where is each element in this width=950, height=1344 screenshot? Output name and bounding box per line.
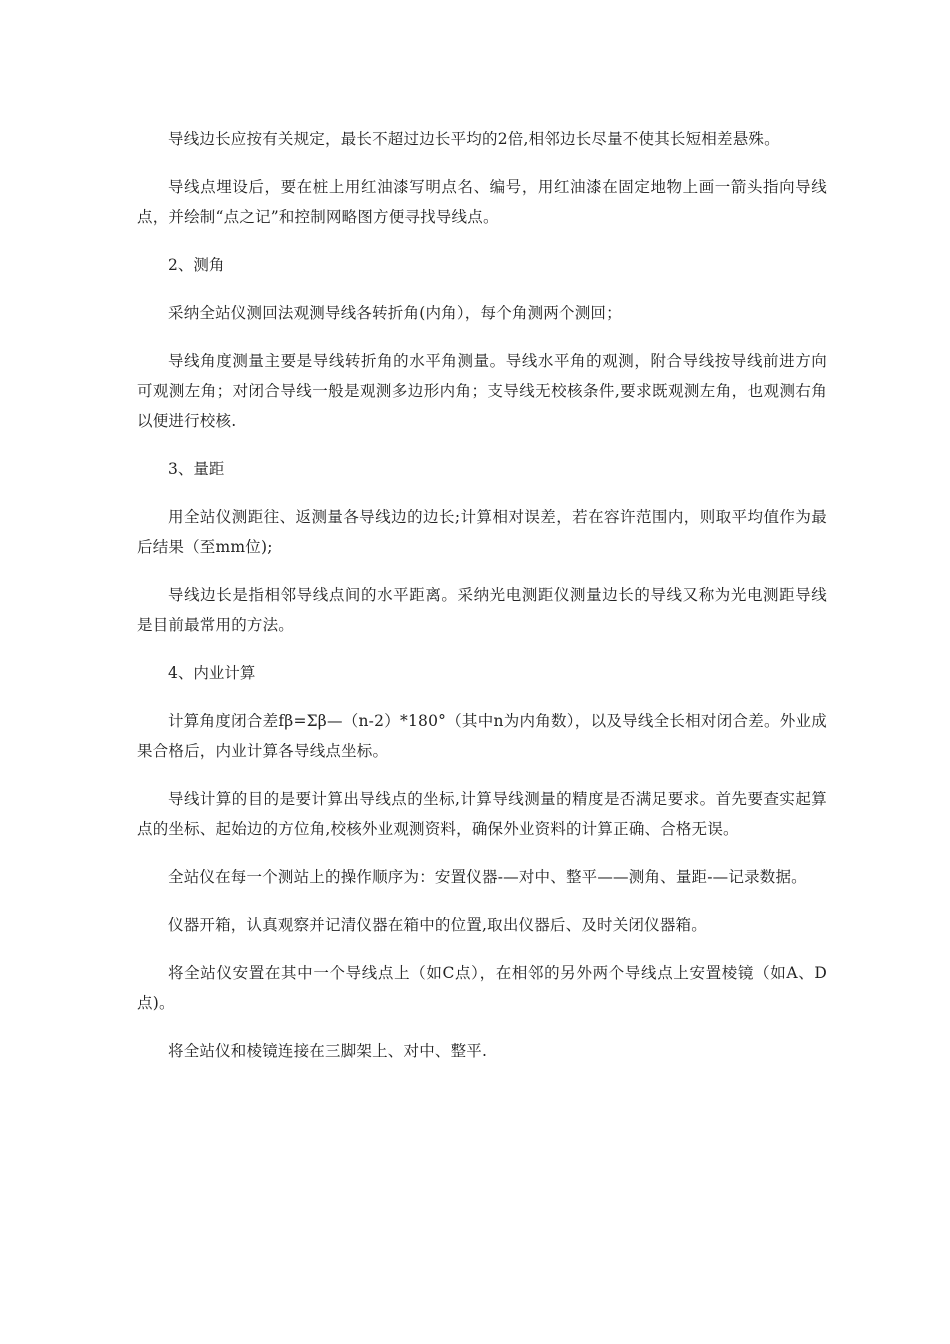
paragraph-angle-measurement: 导线角度测量主要是导线转折角的水平角测量。导线水平角的观测，附合导线按导线前进方向可观测左角；对闭合导线一般是观测多边形内角；支导线无校核条件,要求既观测左角，也观测右角以便进行校核.	[137, 352, 827, 430]
paragraph-calculation-purpose: 导线计算的目的是要计算出导线点的坐标,计算导线测量的精度是否满足要求。首先要查实起算点的坐标、起始边的方位角,校核外业观测资料，确保外业资料的计算正确、合格无误。	[137, 790, 827, 838]
paragraph-setup-instrument: 将全站仪安置在其中一个导线点上（如C点），在相邻的另外两个导线点上安置棱镜（如A、D点)。	[137, 964, 827, 1012]
paragraph-distance-method: 用全站仪测距往、返测量各导线边的边长;计算相对误差，若在容许范围内，则取平均值作为最后结果（至mm位);	[137, 508, 827, 556]
paragraph-closure-error: 计算角度闭合差fβ=Σβ—（n-2）*180°（其中n为内角数），以及导线全长相对闭合差。外业成果合格后，内业计算各导线点坐标。	[137, 712, 827, 760]
paragraph-open-case: 仪器开箱，认真观察并记清仪器在箱中的位置,取出仪器后、及时关闭仪器箱。	[168, 916, 707, 934]
paragraph-angle-method: 采纳全站仪测回法观测导线各转折角(内角），每个角测两个测回；	[168, 304, 622, 322]
section-heading-distance: 3、量距	[168, 460, 225, 478]
paragraph-point-marking: 导线点埋设后，要在桩上用红油漆写明点名、编号，用红油漆在固定地物上画一箭头指向导线点，并绘制“点之记”和控制网略图方便寻找导线点。	[137, 178, 827, 226]
paragraph-side-length-rule: 导线边长应按有关规定，最长不超过边长平均的2倍,相邻边长尽量不使其长短相差悬殊。	[168, 130, 780, 148]
section-heading-calculation: 4、内业计算	[168, 664, 256, 682]
document-body	[137, 124, 827, 1084]
paragraph-distance-definition: 导线边长是指相邻导线点间的水平距离。采纳光电测距仪测量边长的导线又称为光电测距导线是目前最常用的方法。	[137, 586, 827, 634]
paragraph-station-procedure: 全站仪在每一个测站上的操作顺序为：安置仪器-—对中、整平——测角、量距-—记录数据。	[168, 868, 807, 886]
section-heading-angle: 2、测角	[168, 256, 225, 274]
paragraph-tripod-setup: 将全站仪和棱镜连接在三脚架上、对中、整平.	[168, 1042, 488, 1060]
